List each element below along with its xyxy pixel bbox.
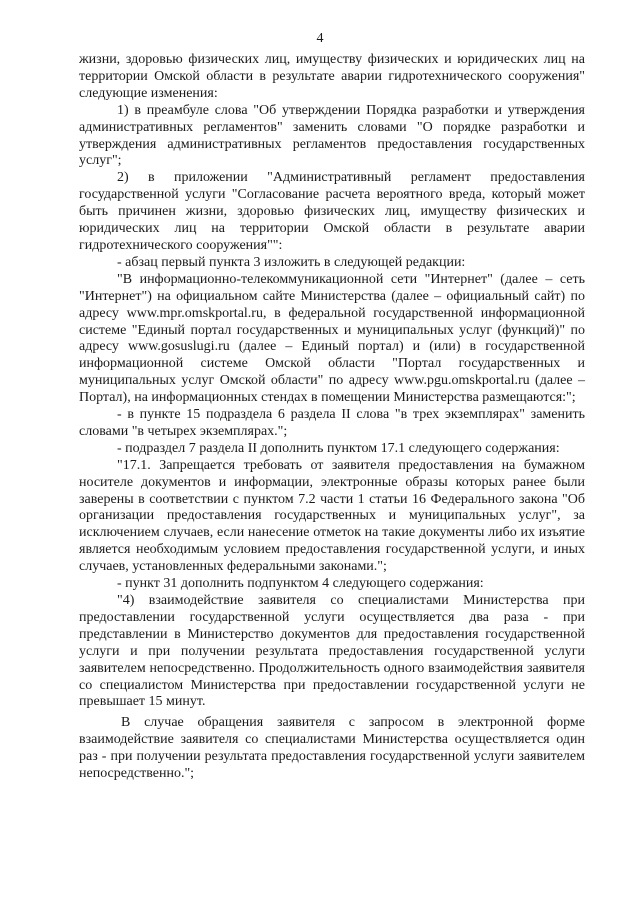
paragraph: 2) в приложении "Административный регламент предоставления государственной услуги "Согласование расчета вероятного вреда, который может быть причинен жизни, здоровью физических лиц, имуществу физических и юридических лиц на территории Омской области в результате аварии гидротехнического сооружения"": — [79, 170, 585, 253]
document-body — [79, 52, 585, 783]
paragraph: жизни, здоровью физических лиц, имуществу физических и юридических лиц на территории Омской области в результате аварии гидротехнического сооружения" следующие изменения: — [79, 52, 585, 101]
paragraph: "В информационно-телекоммуникационной сети "Интернет" (далее – сеть "Интернет") на официальном сайте Министерства (далее – официальный сайт) по адресу www.mpr.omskportal.ru, в федеральной государственной информационной системе "Единый портал государственных и муниципальных услуг (функций)" по адресу www.gosuslugi.ru (далее – Единый портал) и (или) в государственной информационной системе Омской области "Портал государственных и муниципальных услуг Омской области" по адресу www.pgu.omskportal.ru (далее – Портал), на информационных стендах в помещении Министерства размещаются:"; — [79, 271, 585, 406]
page-number: 4 — [316, 31, 324, 46]
paragraph: - абзац первый пункта 3 изложить в следующей редакции: — [117, 254, 466, 270]
paragraph: В случае обращения заявителя с запросом в электронной форме взаимодействие заявителя со специалистами Министерства осуществляется один раз - при получении результата предоставления государственной услуги заявителем непосредственно."; — [79, 715, 585, 782]
paragraph: - пункт 31 дополнить подпунктом 4 следующего содержания: — [117, 576, 484, 592]
paragraph: - подраздел 7 раздела II дополнить пунктом 17.1 следующего содержания: — [117, 440, 560, 456]
paragraph: - в пункте 15 подраздела 6 раздела II слова "в трех экземплярах" заменить словами "в четырех экземплярах."; — [79, 407, 585, 439]
paragraph: 1) в преамбуле слова "Об утверждении Порядка разработки и утверждения административных регламентов" заменить словами "О порядке разработки и утверждения административных регламентов предоставления государственных услуг"; — [79, 102, 585, 169]
paragraph: "17.1. Запрещается требовать от заявителя предоставления на бумажном носителе документов и информации, электронные образы которых ранее были заверены в соответствии с пунктом 7.2 части 1 статьи 16 Федерального закона "Об организации предоставления государственных и муниципальных услуг", за исключением случаев, если нанесение отметок на такие документы либо их изъятие является необходимым условием предоставления государственной услуги, и иных случаев, установленных федеральными законами."; — [79, 457, 585, 575]
paragraph: "4) взаимодействие заявителя со специалистами Министерства при предоставлении государственной услуги осуществляется два раза - при представлении в Министерство документов для предоставления государственной услуги и при получении результата предоставления государственной услуги заявителем непосредственно. Продолжительность одного взаимодействия заявителя со специалистом Министерства при предоставлении государственной услуги не превышает 15 минут. — [79, 593, 585, 710]
